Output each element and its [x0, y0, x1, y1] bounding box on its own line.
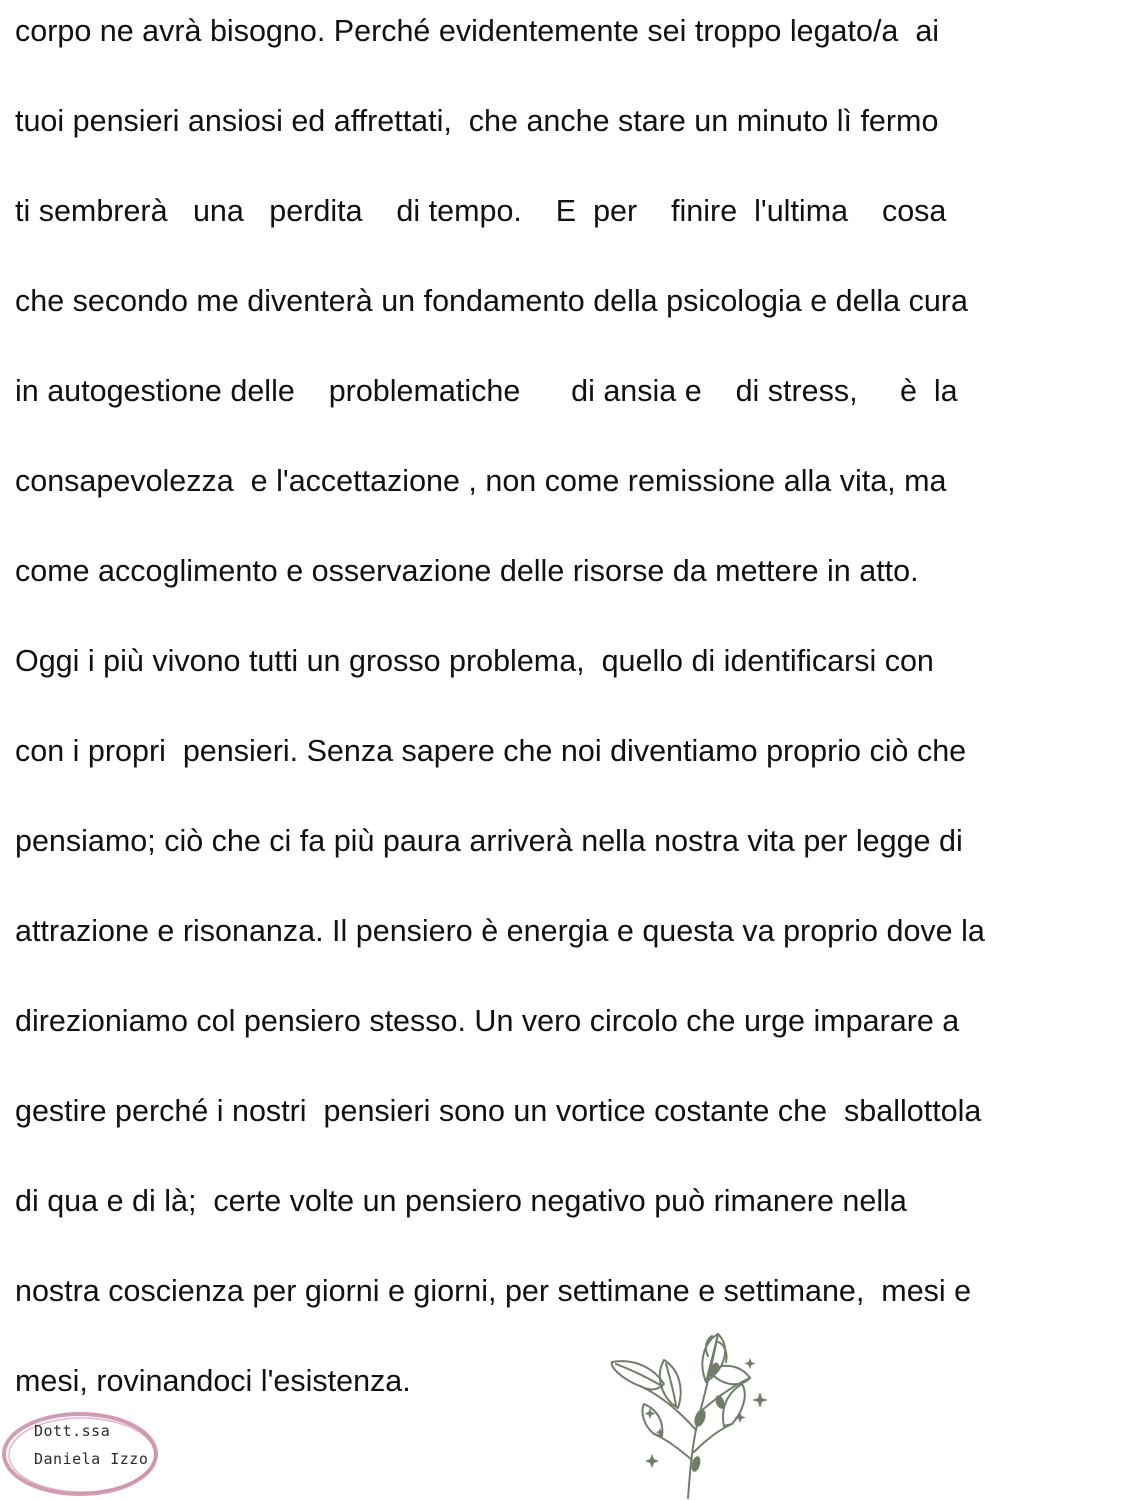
text-line-3: ti sembrerà una perdita di tempo. E per finire l'ultima cosa	[15, 194, 947, 228]
text-line-12: direzioniamo col pensiero stesso. Un vero circolo che urge imparare a	[15, 1004, 960, 1038]
stamp-title: Dott.ssa	[34, 1422, 111, 1440]
text-line-9: con i propri pensieri. Senza sapere che noi diventiamo proprio ciò che	[15, 734, 967, 768]
text-line-8: Oggi i più vivono tutti un grosso problema, quello di identificarsi con	[15, 644, 934, 678]
text-line-2: tuoi pensieri ansiosi ed affrettati, che anche stare un minuto lì fermo	[15, 104, 939, 138]
text-line-1: corpo ne avrà bisogno. Perché evidentemente sei troppo legato/a ai	[15, 14, 940, 48]
text-line-7: come accoglimento e osservazione delle risorse da mettere in atto.	[15, 554, 919, 588]
stamp-name: Daniela Izzo	[34, 1450, 149, 1468]
text-line-13: gestire perché i nostri pensieri sono un vortice costante che sballottola	[15, 1094, 982, 1128]
text-line-4: che secondo me diventerà un fondamento della psicologia e della cura	[15, 284, 968, 318]
text-line-11: attrazione e risonanza. Il pensiero è energia e questa va proprio dove la	[15, 914, 985, 948]
text-line-15: nostra coscienza per giorni e giorni, per settimane e settimane, mesi e	[15, 1274, 972, 1308]
text-line-6: consapevolezza e l'accettazione , non come remissione alla vita, ma	[15, 464, 947, 498]
signature-stamp	[0, 1408, 200, 1500]
text-line-5: in autogestione delle problematiche di ansia e di stress, è la	[15, 374, 958, 408]
text-line-14: di qua e di là; certe volte un pensiero negativo può rimanere nella	[15, 1184, 907, 1218]
text-line-16: mesi, rovinandoci l'esistenza.	[15, 1364, 411, 1398]
text-line-10: pensiamo; ciò che ci fa più paura arriverà nella nostra vita per legge di	[15, 824, 963, 858]
plant-sprig-icon	[600, 1312, 785, 1500]
